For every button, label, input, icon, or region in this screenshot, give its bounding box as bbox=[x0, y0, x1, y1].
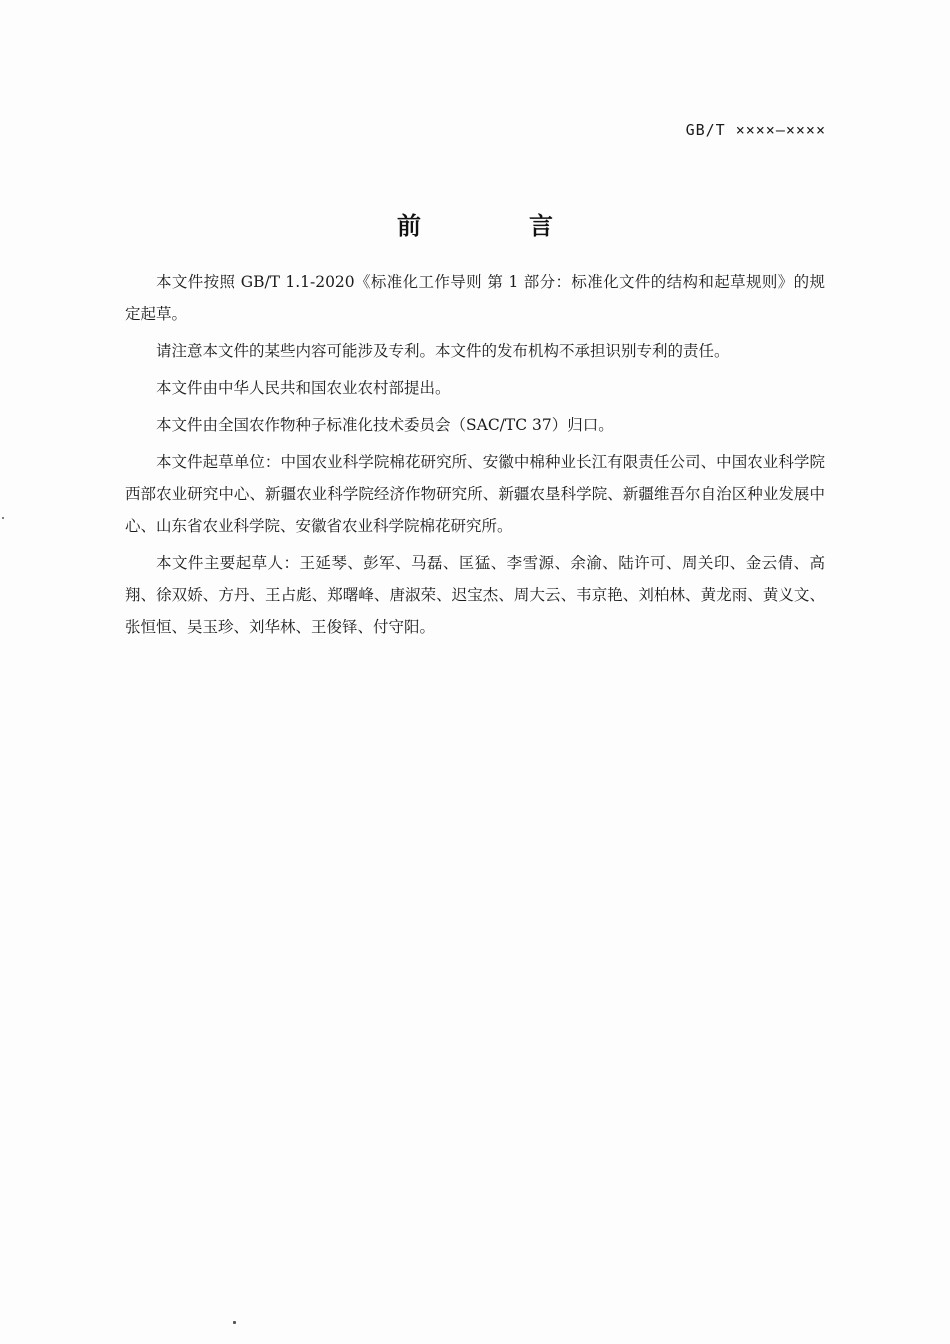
scan-speck bbox=[233, 1321, 236, 1324]
paragraph-technical-committee: 本文件由全国农作物种子标准化技术委员会（SAC/TC 37）归口。 bbox=[156, 416, 614, 434]
paragraph-drafting-rules: 本文件按照 GB/T 1.1-2020《标准化工作导则 第 1 部分：标准化文件的结构和起草规则》的规定起草。 bbox=[125, 273, 825, 323]
standard-code: GB/T ××××—×××× bbox=[685, 121, 826, 139]
document-body bbox=[125, 266, 825, 648]
page-title: 前 言 bbox=[397, 212, 595, 240]
scan-speck bbox=[2, 517, 4, 519]
paragraph-main-drafters: 本文件主要起草人：王延琴、彭军、马磊、匡猛、李雪源、余渝、陆许可、周关印、金云倩、高翔、徐双娇、方丹、王占彪、郑曙峰、唐淑荣、迟宝杰、周大云、韦京艳、刘柏林、黄龙雨、黄义文、张恒恒、吴玉珍、刘华林、王俊铎、付守阳。 bbox=[125, 554, 825, 636]
paragraph-proposer: 本文件由中华人民共和国农业农村部提出。 bbox=[156, 379, 451, 397]
paragraph-patent-notice: 请注意本文件的某些内容可能涉及专利。本文件的发布机构不承担识别专利的责任。 bbox=[156, 342, 730, 360]
paragraph-drafting-units: 本文件起草单位：中国农业科学院棉花研究所、安徽中棉种业长江有限责任公司、中国农业科学院西部农业研究中心、新疆农业科学院经济作物研究所、新疆农垦科学院、新疆维吾尔自治区种业发展中心、山东省农业科学院、安徽省农业科学院棉花研究所。 bbox=[125, 453, 825, 535]
